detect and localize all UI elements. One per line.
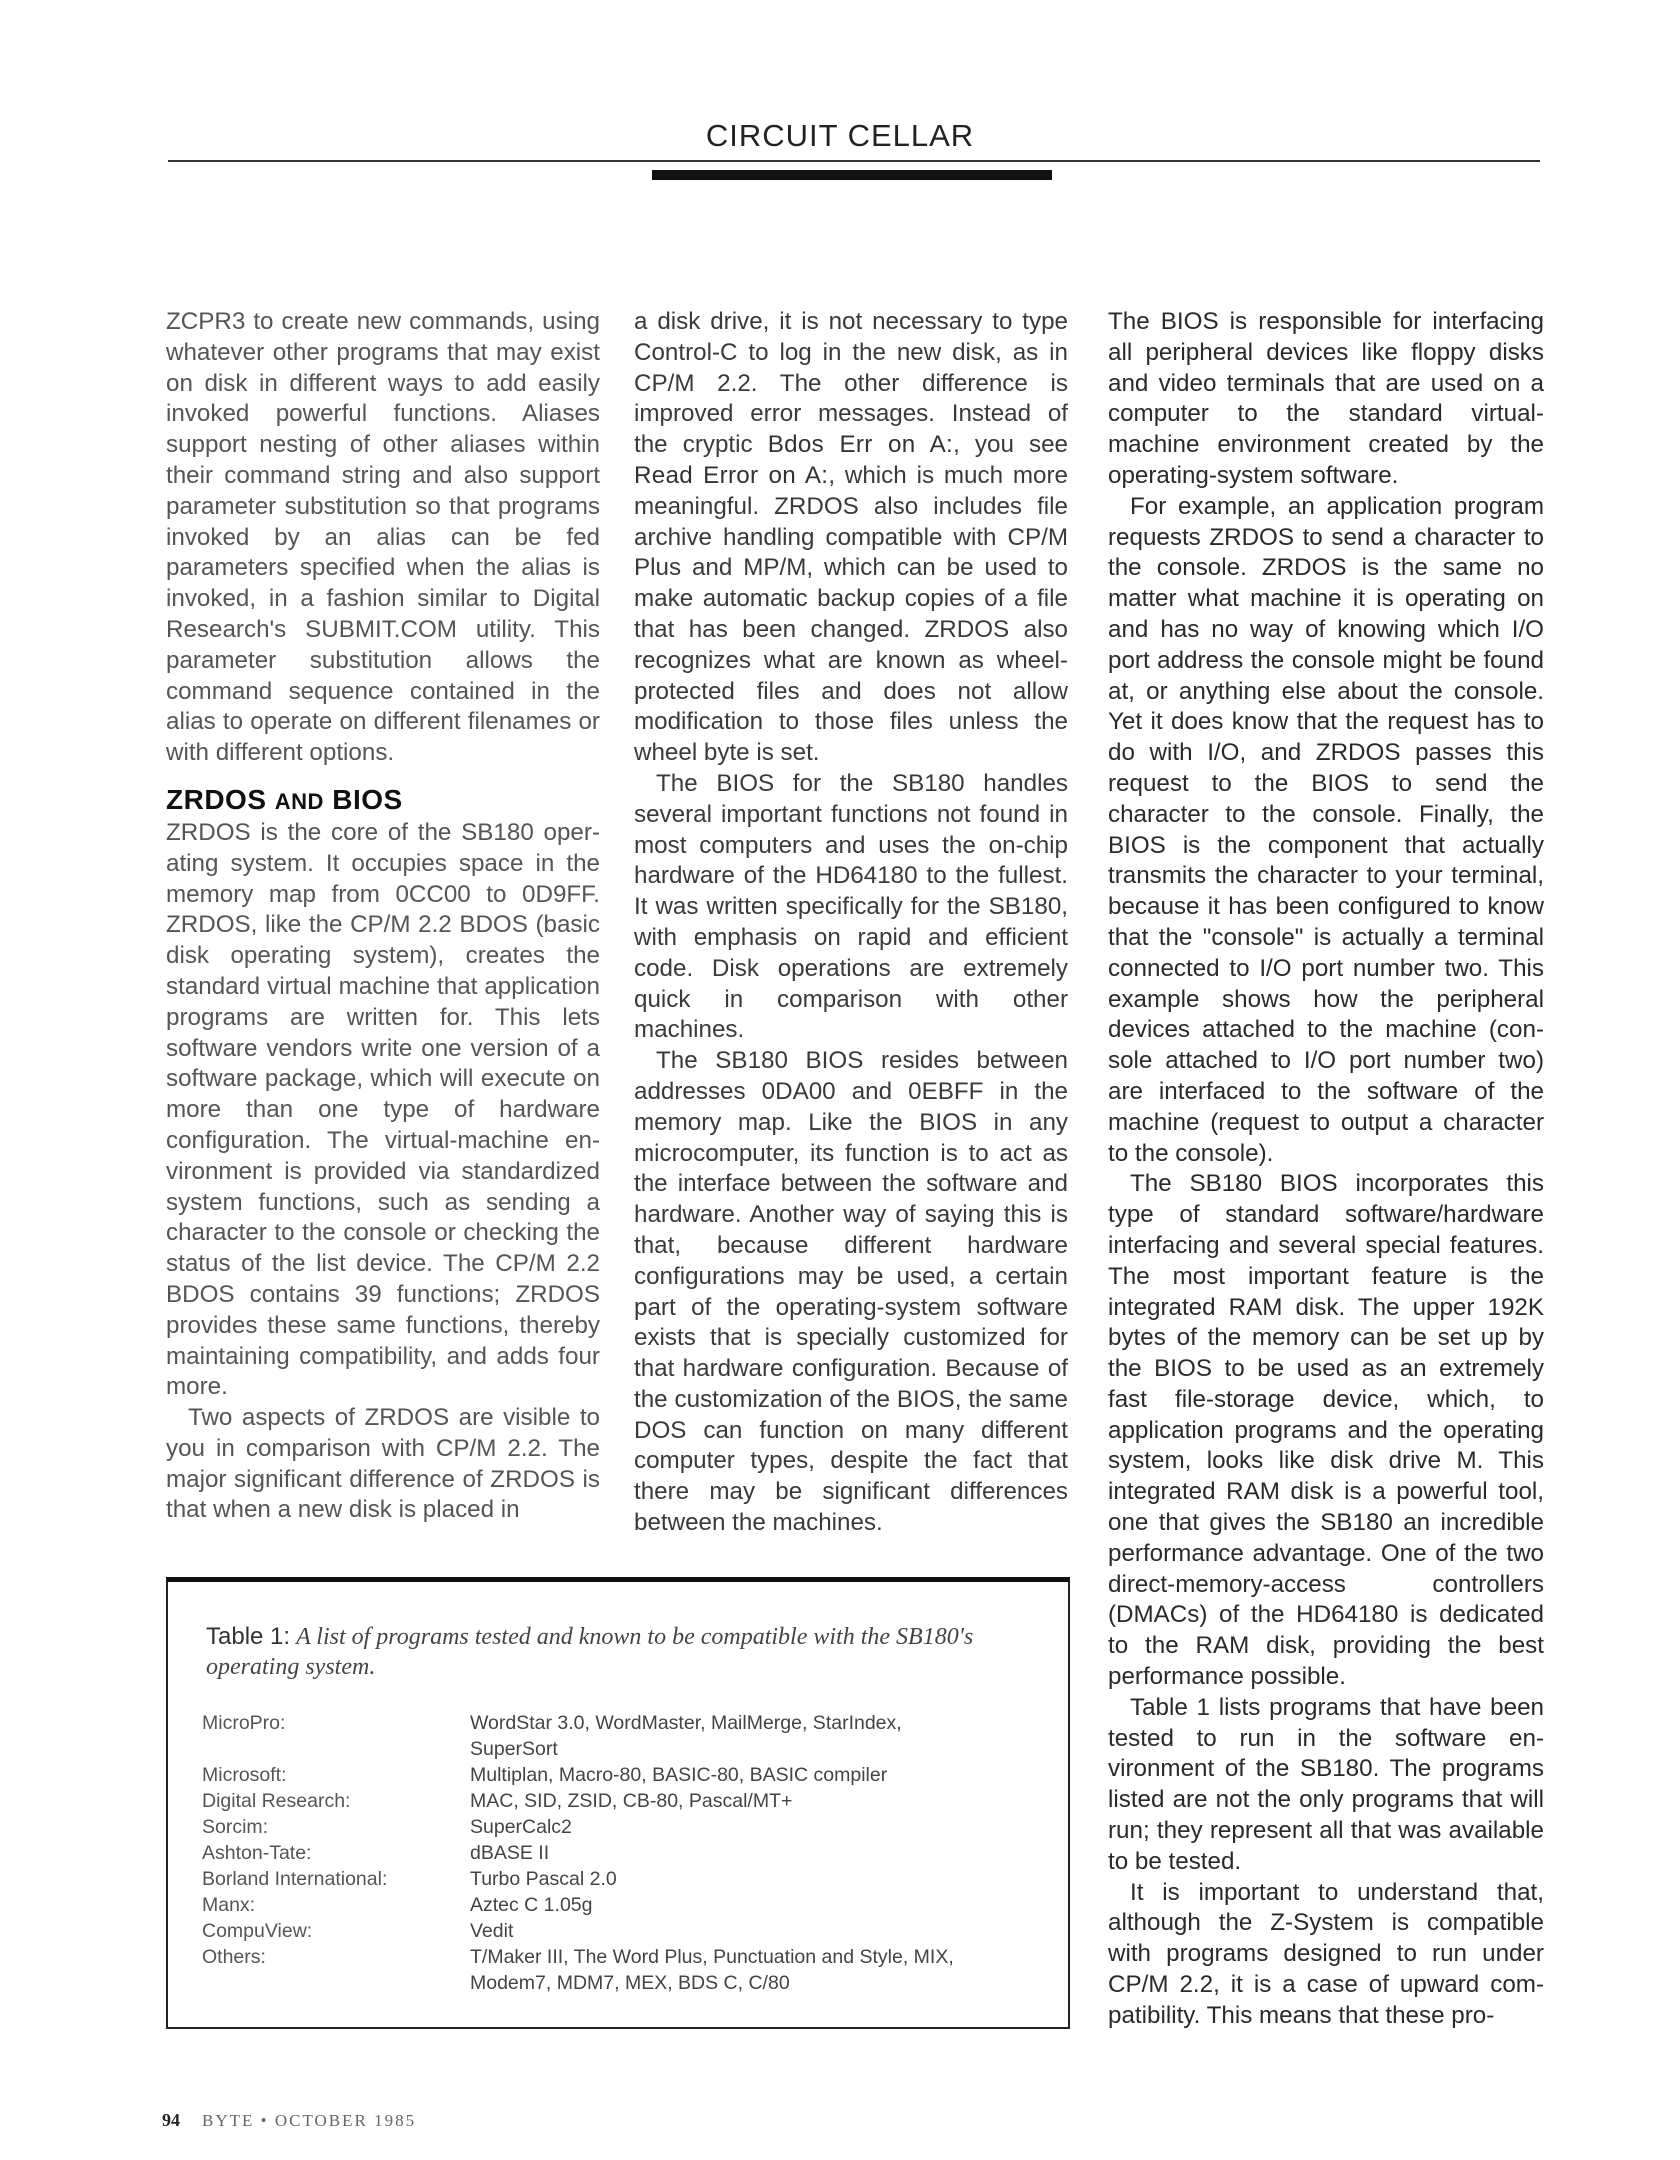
programs-cell xyxy=(470,1788,1032,1814)
paragraph: Table 1 lists programs that have been tested to run in the software environment of the SB180. The programs listed are not the only programs that will run; they represent all that was available to be tested. xyxy=(1108,1693,1544,1875)
paragraph: ZCPR3 to create new commands, using whatever other programs that may exist on disk in different ways to add easily invoked powerful functions. Aliases support nesting of other aliases within their command string and also support parameter substitution so that programs invoked by an alias can be fed parameters specified when the alias is invoked, in a fashion similar to Digital Research's SUBMIT.COM utility. This parameter substitution allows the command sequence contained in the alias to operate on different filenames or with different options. xyxy=(166,308,600,767)
table-row xyxy=(202,1710,1032,1762)
programs-line: SuperCalc2 xyxy=(470,1816,572,1838)
paragraph: It is important to understand that, although the Z-System is compatible with programs designed to run under CP/M 2.2, it is a case of upward compatibility. This means that these pro- xyxy=(1108,1878,1544,2029)
vendor-cell: Microsoft: xyxy=(202,1764,287,1786)
table-row xyxy=(202,1892,1032,1918)
table-row xyxy=(202,1866,1032,1892)
vendor-cell: Borland International: xyxy=(202,1868,388,1890)
header-bar xyxy=(652,170,1052,180)
column-2 xyxy=(634,307,1068,1539)
page-number: 94 xyxy=(162,2110,180,2130)
paragraph: The SB180 BIOS resides between addresses 0DA00 and 0EBFF in the memory map. Like the BIOS in any microcomputer, its function is to act as the interface between the software and hardware. Another way of saying this is that, because different hardware configurations may be used, a certain part of the operating-system software exists that is specially customized for that hardware configuration. Because of the customization of the BIOS, the same DOS can function on many different computer types, despite the fact that there may be significant differences between the machines. xyxy=(634,1047,1068,1537)
programs-cell xyxy=(470,1918,1032,1944)
publication-line: BYTE • OCTOBER 1985 xyxy=(202,2111,417,2130)
paragraph: The SB180 BIOS incorporates this type of standard software/hardware interfacing and several special features. The most important feature is the integrated RAM disk. The upper 192K bytes of the memory can be set up by the BIOS to be used as an extremely fast file-storage device, which, to application programs and the operating system, looks like disk drive M. This integrated RAM disk is a powerful tool, one that gives the SB180 an incredible performance advantage. One of the two direct-memory-access controllers (DMACs) of the HD64180 is dedicated to the RAM disk, providing the best performance possible. xyxy=(1108,1170,1544,1691)
table-1 xyxy=(166,1577,1070,2029)
vendor-cell: Digital Research: xyxy=(202,1790,351,1812)
programs-line: Vedit xyxy=(470,1920,514,1942)
vendor-cell: Sorcim: xyxy=(202,1816,269,1838)
programs-line: T/Maker III, The Word Plus, Punctuation and Style, MIX, xyxy=(470,1946,954,1968)
error-message-term: Bdos Err on A: xyxy=(767,431,954,459)
programs-cell xyxy=(470,1892,1032,1918)
programs-line: Modem7, MDM7, MEX, BDS C, C/80 xyxy=(470,1972,790,1994)
paragraph: The BIOS for the SB180 handles several important functions not found in most computers and uses the on-chip hardware of the HD64180 to the fullest. It was written specifically for the SB180, with emphasis on rapid and efficient code. Disk operations are extremely quick in comparison with other machines. xyxy=(634,769,1068,1044)
paragraph: The BIOS is responsible for interfacing all peripheral devices like floppy disks and video terminals that are used on a computer to the standard virtual-machine environment created by the operating-system software. xyxy=(1108,308,1544,489)
programs-cell xyxy=(470,1814,1032,1840)
programs-cell xyxy=(470,1710,1032,1762)
column-3 xyxy=(1108,307,1544,2032)
programs-line: WordStar 3.0, WordMaster, MailMerge, StarIndex, xyxy=(470,1712,902,1734)
programs-line: Multiplan, Macro-80, BASIC-80, BASIC compiler xyxy=(470,1764,888,1786)
page-footer xyxy=(162,2110,416,2131)
table-row xyxy=(202,1840,1032,1866)
vendor-cell: Manx: xyxy=(202,1894,256,1916)
vendor-cell: Others: xyxy=(202,1946,266,1968)
programs-line: dBASE II xyxy=(470,1842,550,1864)
table-caption: Table 1: A list of programs tested and known to be compatible with the SB180's operating system. xyxy=(206,1623,974,1680)
programs-line: MAC, SID, ZSID, CB-80, Pascal/MT+ xyxy=(470,1790,793,1812)
table-row xyxy=(202,1918,1032,1944)
table-rows xyxy=(202,1710,1032,1996)
table-row xyxy=(202,1788,1032,1814)
error-message-term: Read Error on A: xyxy=(634,461,829,489)
programs-cell xyxy=(470,1840,1032,1866)
programs-cell xyxy=(470,1944,1032,1996)
vendor-cell: CompuView: xyxy=(202,1920,313,1942)
table-row xyxy=(202,1944,1032,1996)
programs-line: Turbo Pascal 2.0 xyxy=(470,1868,617,1890)
paragraph: a disk drive, it is not necessary to type Control-C to log in the new disk, as in CP/M 2.2. The other difference is improved error messages. Instead of the cryptic Bdos Err on A:, you see Read Error on A:, which is much more meaningful. ZRDOS also includes file archive handling compatible with CP/M Plus and MP/M, which can be used to make automatic backup copies of a file that has been changed. ZRDOS also recognizes what are known as wheel-protected files and does not allow modification to those files unless the wheel byte is set. xyxy=(634,308,1068,767)
programs-line: Aztec C 1.05g xyxy=(470,1894,593,1916)
section-heading: ZRDOS AND BIOS xyxy=(166,783,403,815)
table-row xyxy=(202,1762,1032,1788)
paragraph: For example, an application program requests ZRDOS to send a character to the console. ZRDOS is the same no matter what machine it is operating on and has no way of knowing which I/O port address the console might be found at, or anything else about the console. Yet it does know that the request has to do with I/O, and ZRDOS passes this request to the BIOS to send the character to the console. Finally, the BIOS is the component that actually transmits the character to your terminal, because it has been configured to know that the "console" is actually a terminal connected to I/O port number two. This example shows how the peripheral devices attached to the machine (console attached to I/O port number two) are interfaced to the software of the machine (request to output a character to the console). xyxy=(1108,492,1544,1167)
programs-cell xyxy=(470,1866,1032,1892)
programs-cell xyxy=(470,1762,1032,1788)
paragraph: ZRDOS is the core of the SB180 operating system. It occupies space in the memory map from 0CC00 to 0D9FF. ZRDOS, like the CP/M 2.2 BDOS (basic disk operating system), creates the standard virtual machine that application programs are written for. This lets software vendors write one version of a software package, which will execute on more than one type of hardware configuration. The virtual-machine environment is provided via standardized system functions, such as sending a character to the console or checking the status of the list device. The CP/M 2.2 BDOS contains 39 functions; ZRDOS provides these same functions, thereby maintaining compatibility, and adds four more. xyxy=(166,818,600,1401)
table-row xyxy=(202,1814,1032,1840)
programs-line: SuperSort xyxy=(470,1738,558,1760)
vendor-cell: Ashton-Tate: xyxy=(202,1842,312,1864)
header-rule xyxy=(168,160,1540,162)
vendor-cell: MicroPro: xyxy=(202,1712,286,1734)
running-head: CIRCUIT CELLAR xyxy=(705,118,975,153)
paragraph: Two aspects of ZRDOS are visible to you in comparison with CP/M 2.2. The major significant difference of ZRDOS is that when a new disk is placed in xyxy=(166,1404,600,1524)
column-1 xyxy=(166,307,600,1526)
